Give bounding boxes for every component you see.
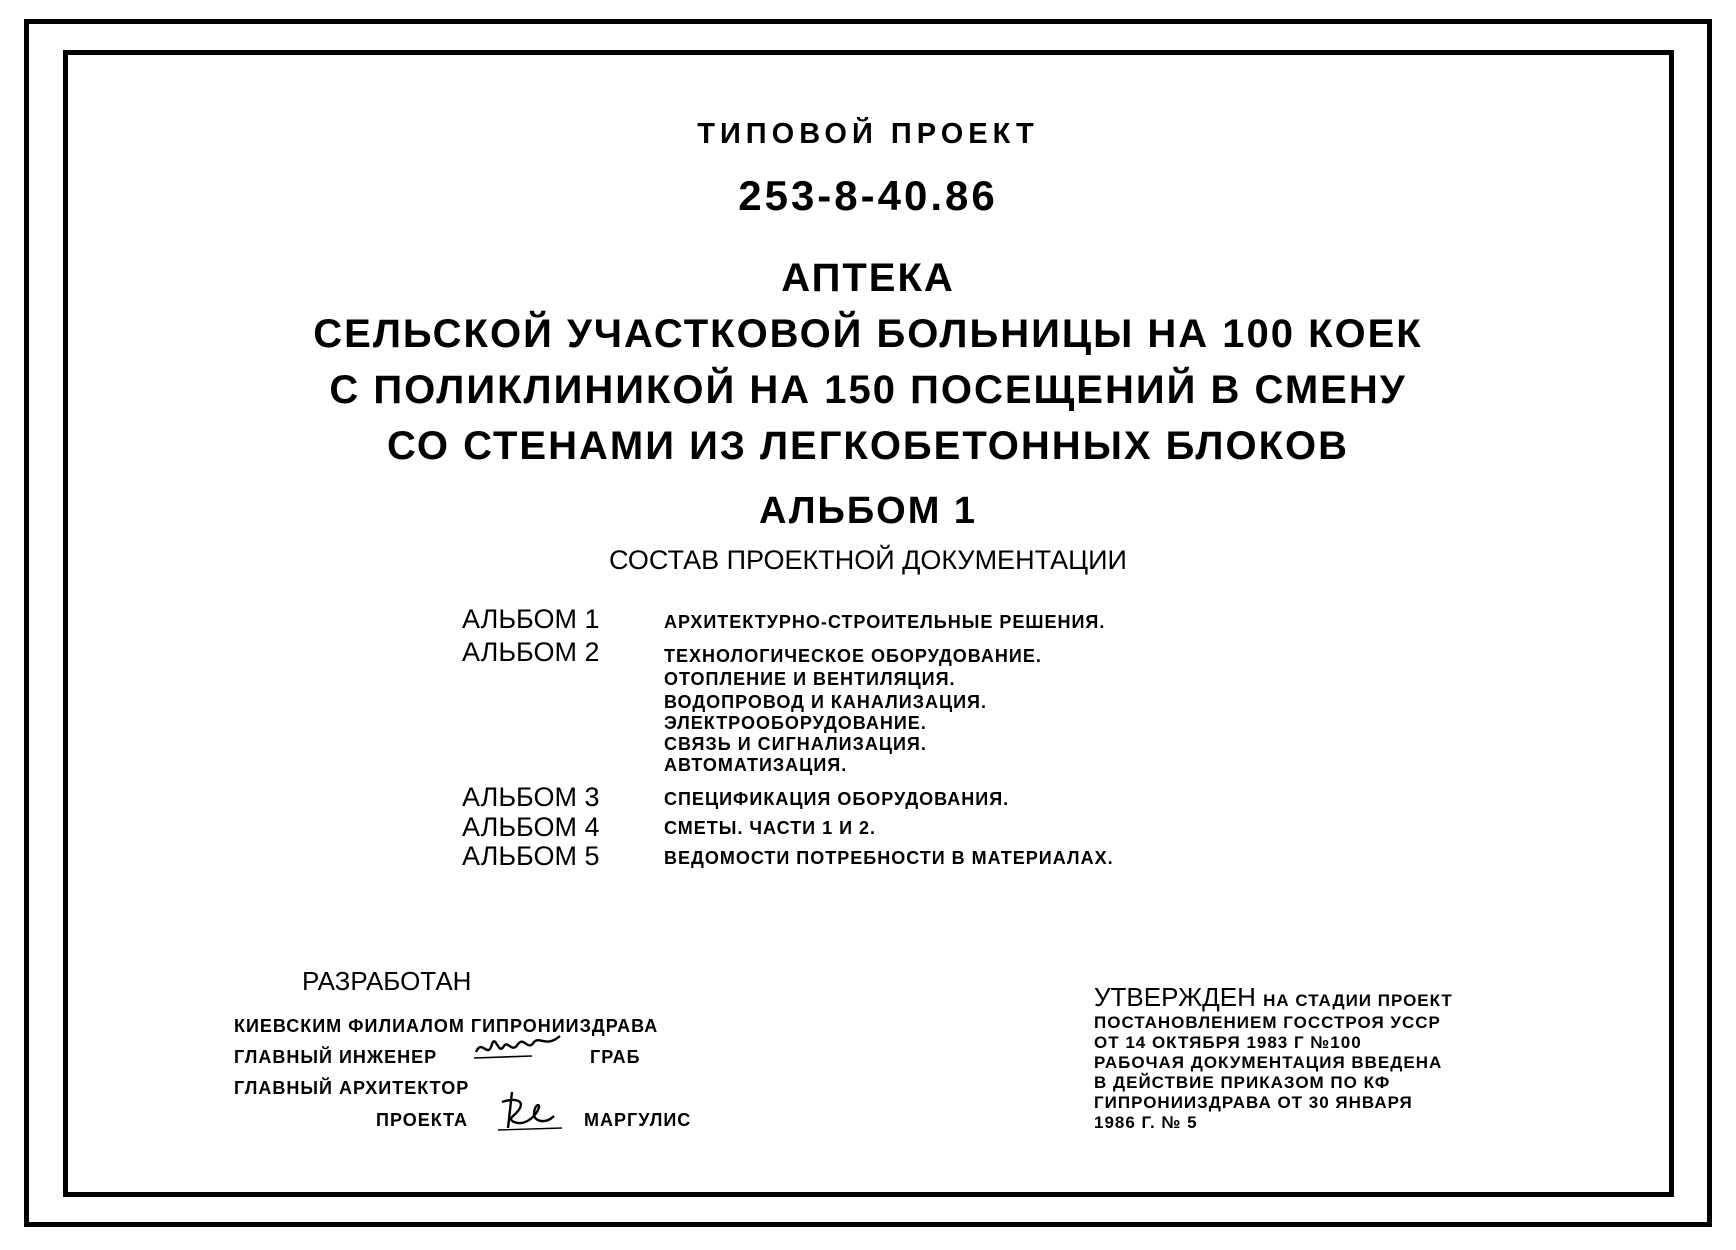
approval-line: 1986 Г. № 5 [1094,1113,1198,1132]
title-line: СО СТЕНАМИ ИЗ ЛЕГКОБЕТОННЫХ БЛОКОВ [386,424,1349,468]
album-item: СПЕЦИФИКАЦИЯ ОБОРУДОВАНИЯ. [664,789,1010,809]
chief-engineer-label: ГЛАВНЫЙ ИНЖЕНЕР [234,1047,438,1067]
chief-engineer-name: ГРАБ [590,1047,641,1067]
project-type-label: ТИПОВОЙ ПРОЕКТ [697,118,1039,150]
approved-label: УТВЕРЖДЕН [1094,982,1256,1012]
chief-architect-label: ПРОЕКТА [376,1110,469,1130]
album-name: АЛЬБОМ 4 [462,812,600,842]
approved-stage: НА СТАДИИ ПРОЕКТ [1263,991,1453,1010]
album-item: ТЕХНОЛОГИЧЕСКОЕ ОБОРУДОВАНИЕ. [664,646,1042,666]
approval-line: РАБОЧАЯ ДОКУМЕНТАЦИЯ ВВЕДЕНА [1094,1053,1443,1072]
album-item: СМЕТЫ. ЧАСТИ 1 И 2. [664,818,877,838]
album-name: АЛЬБОМ 2 [462,637,600,667]
chief-architect-signature-icon [494,1088,566,1134]
album-item: ЭЛЕКТРООБОРУДОВАНИЕ. [664,713,927,733]
project-title [0,250,1736,474]
title-line: С ПОЛИКЛИНИКОЙ НА 150 ПОСЕЩЕНИЙ В СМЕНУ [329,368,1407,412]
approval-head [1094,982,1514,1013]
album-name: АЛЬБОМ 3 [462,782,600,812]
chief-engineer-signature-icon [472,1030,564,1064]
chief-architect-name: МАРГУЛИС [584,1110,692,1130]
album-name: АЛЬБОМ 5 [462,841,600,871]
album-item: ОТОПЛЕНИЕ И ВЕНТИЛЯЦИЯ. [664,669,956,689]
title-line: АПТЕКА [781,256,955,300]
approval-block [1094,982,1514,1133]
album-name: АЛЬБОМ 1 [462,604,600,634]
album-item: АРХИТЕКТУРНО-СТРОИТЕЛЬНЫЕ РЕШЕНИЯ. [664,612,1106,632]
album-item: ВОДОПРОВОД И КАНАЛИЗАЦИЯ. [664,692,987,712]
composition-title: СОСТАВ ПРОЕКТНОЙ ДОКУМЕНТАЦИИ [609,545,1127,575]
album-item: АВТОМАТИЗАЦИЯ. [664,755,848,775]
approval-line: ПОСТАНОВЛЕНИЕМ ГОССТРОЯ УССР [1094,1013,1441,1032]
project-number: 253-8-40.86 [738,172,998,219]
approval-line: ГИПРОНИИЗДРАВА ОТ 30 ЯНВАРЯ [1094,1093,1413,1112]
approval-line: ОТ 14 ОКТЯБРЯ 1983 Г №100 [1094,1033,1362,1052]
album-title: АЛЬБОМ 1 [758,490,978,532]
album-item: СВЯЗЬ И СИГНАЛИЗАЦИЯ. [664,734,927,754]
developed-title: РАЗРАБОТАН [302,966,472,996]
title-line: СЕЛЬСКОЙ УЧАСТКОВОЙ БОЛЬНИЦЫ НА 100 КОЕК [313,312,1423,356]
chief-architect-label: ГЛАВНЫЙ АРХИТЕКТОР [234,1078,470,1098]
developer-organization: КИЕВСКИМ ФИЛИАЛОМ ГИПРОНИИЗДРАВА [234,1016,659,1036]
approval-line: В ДЕЙСТВИЕ ПРИКАЗОМ ПО КФ [1094,1073,1391,1092]
album-item: ВЕДОМОСТИ ПОТРЕБНОСТИ В МАТЕРИАЛАХ. [664,848,1114,868]
